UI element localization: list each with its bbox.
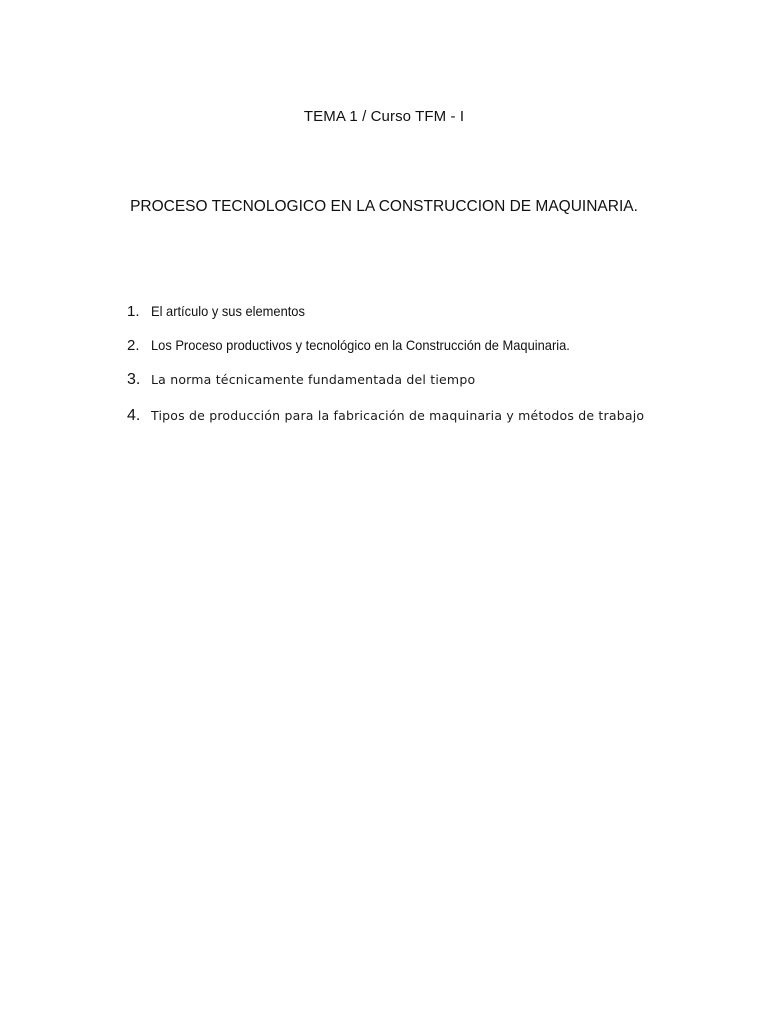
list-item-number: 1. (127, 303, 140, 320)
list-item (127, 371, 475, 389)
list-item-number: 3. (127, 371, 141, 388)
list-item-text: La norma técnicamente fundamentada del tiempo (151, 372, 476, 387)
list-item-text: El artículo y sus elementos (151, 303, 305, 319)
document-header: TEMA 1 / Curso TFM - I (303, 108, 465, 125)
list-item (127, 337, 606, 355)
list-item-text: Tipos de producción para la fabricación de maquinaria y métodos de trabajo (151, 408, 645, 423)
list-item (127, 303, 318, 321)
list-item (127, 407, 644, 425)
list-item-number: 2. (127, 337, 140, 354)
list-item-text: Los Proceso productivos y tecnológico en la Construcción de Maquinaria. (151, 337, 570, 353)
list-item-number: 4. (127, 407, 141, 424)
document-title: PROCESO TECNOLOGICO EN LA CONSTRUCCION DE MAQUINARIA. (130, 198, 638, 215)
